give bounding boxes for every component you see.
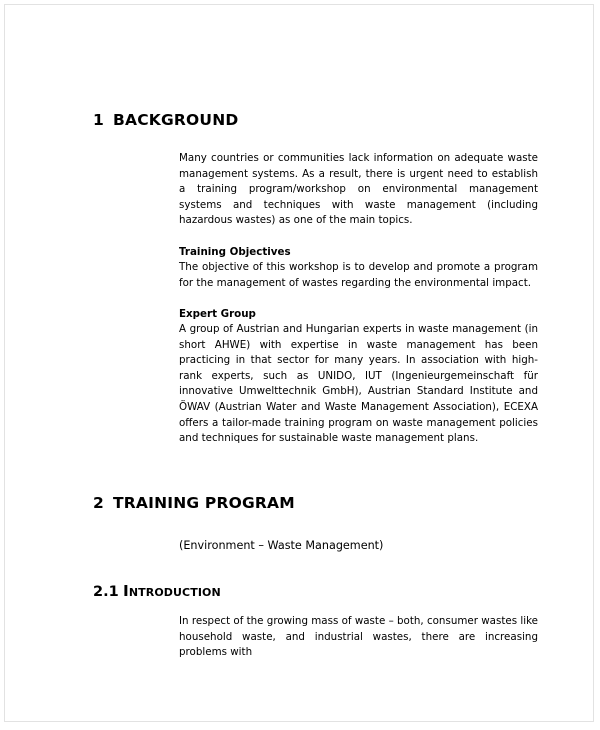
heading-section-1-title: BACKGROUND (113, 111, 239, 129)
paragraph-expert-group-text: A group of Austrian and Hungarian experts in waste management (in short AHWE) with expertise in waste management has been practicing in that sector for many years. In association with high-rank experts, such as UNIDO, IUT (Ingenieurgemeinschaft für innovative Umwelttechnik GmbH), Austrian Standard Institute and ÖWAV (Austrian Water and Waste Management Association), ECEXA offers a tailor-made training program on waste management policies and techniques for sustainable waste management plans. (179, 323, 538, 445)
paragraph-introduction (179, 614, 538, 661)
heading-subsection-2-1-number: 2.1 (93, 584, 119, 600)
paragraph-training-objectives-text: The objective of this workshop is to develop and promote a program for the management of wastes regarding the environmental impact. (179, 261, 538, 289)
subsection-label-training-objectives-text: Training Objectives (179, 246, 291, 258)
section-2-subtitle: (Environment – Waste Management) (179, 539, 384, 552)
subsection-label-expert-group (179, 307, 538, 323)
subsection-label-expert-group-text: Expert Group (179, 308, 256, 320)
heading-subsection-2-1 (93, 582, 221, 600)
paragraph-background-text: Many countries or communities lack information on adequate waste management systems. As a result, there is urgent need to establish a training program/workshop on environmental management systems and techniques with waste management (including hazardous wastes) as one of the main topics. (179, 152, 538, 227)
paragraph-expert-group (179, 322, 538, 447)
subsection-label-training-objectives (179, 245, 538, 261)
document-page (4, 4, 594, 722)
page-content (5, 5, 593, 721)
heading-section-2 (93, 494, 295, 512)
heading-section-1-number: 1 (93, 111, 104, 129)
heading-section-2-number: 2 (93, 494, 104, 512)
paragraph-background (179, 151, 538, 229)
heading-subsection-2-1-title: Introduction (123, 582, 221, 600)
heading-section-2-title: TRAINING PROGRAM (113, 494, 295, 512)
paragraph-training-objectives (179, 260, 538, 291)
heading-section-1 (93, 111, 238, 129)
paragraph-introduction-text: In respect of the growing mass of waste – both, consumer wastes like household waste, and industrial wastes, there are increasing problems with (179, 615, 538, 659)
